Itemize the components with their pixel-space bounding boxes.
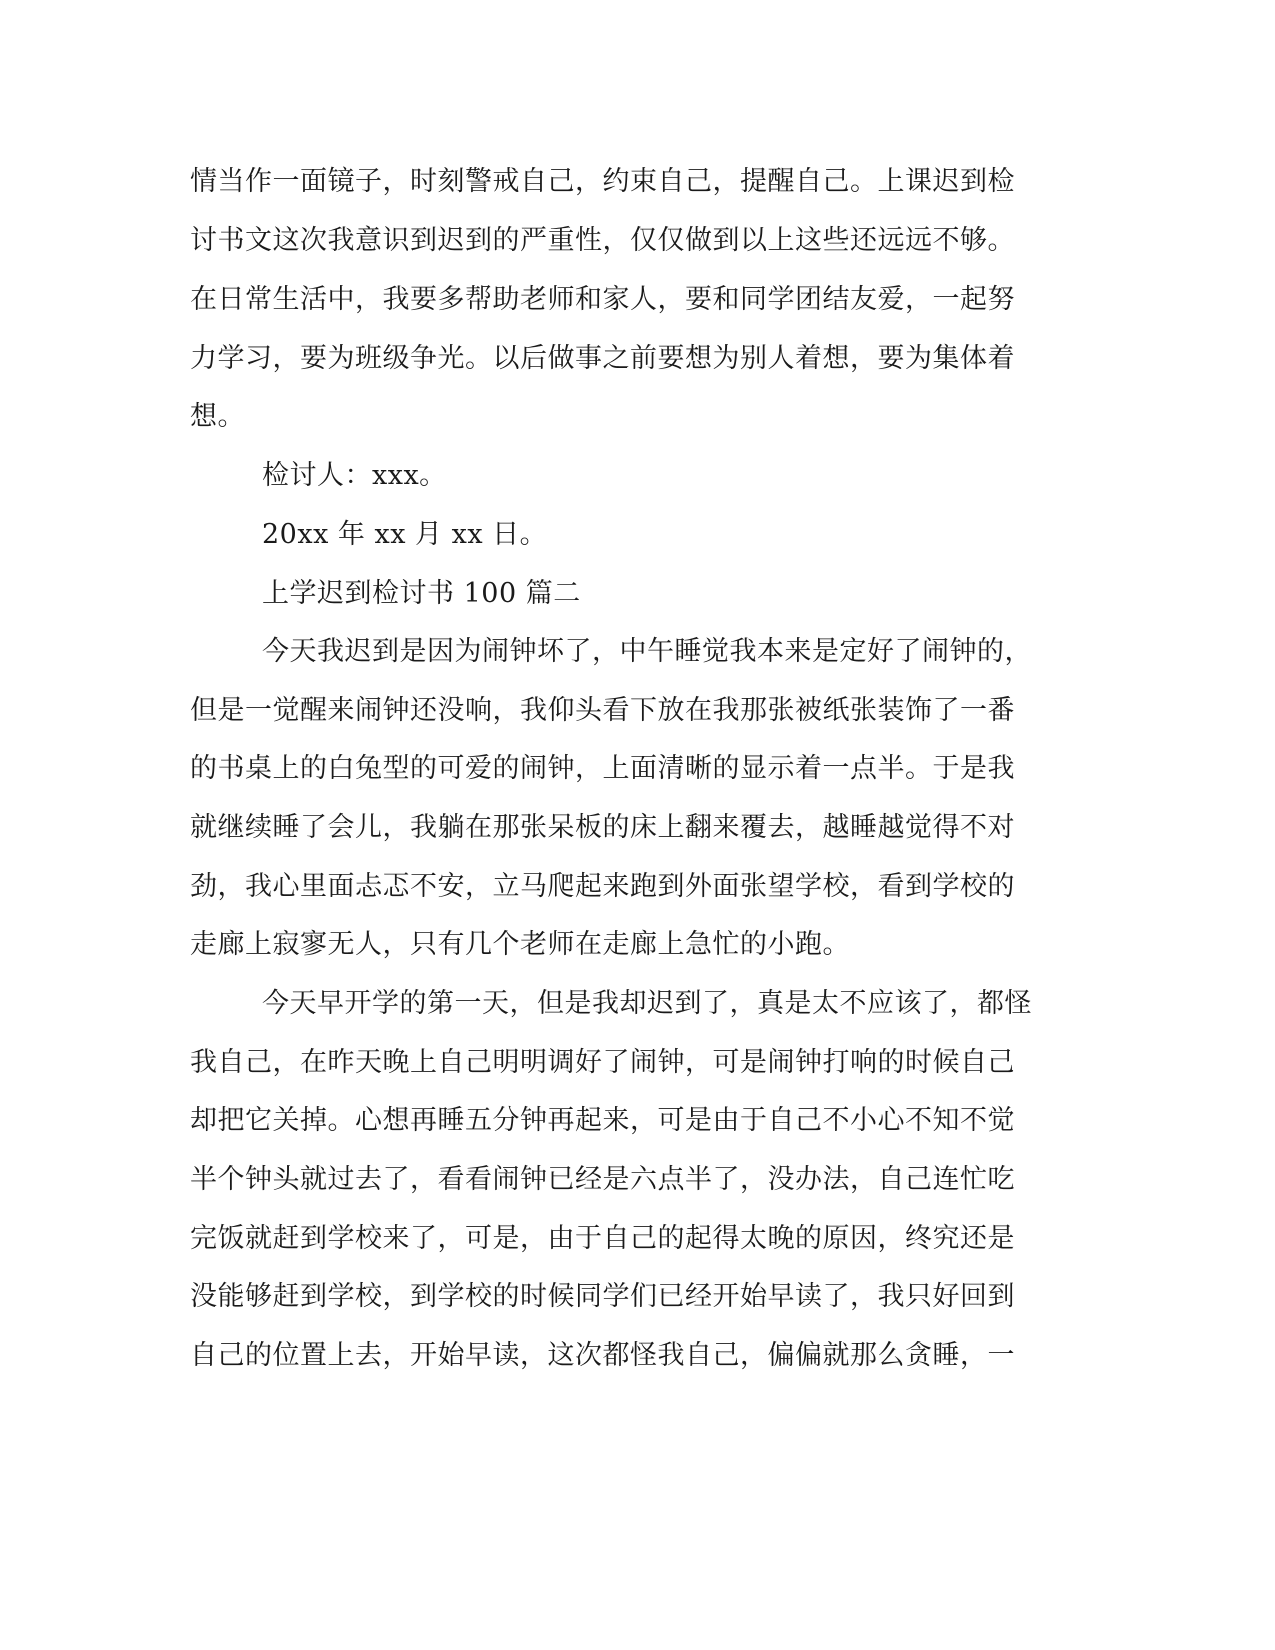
paragraph-line: 半个钟头就过去了，看看闹钟已经是六点半了，没办法，自己连忙吃 — [190, 1164, 1015, 1195]
paragraph-line: 没能够赶到学校，到学校的时候同学们已经开始早读了，我只好回到 — [190, 1281, 1015, 1312]
paragraph-line: 的书桌上的白兔型的可爱的闹钟，上面清晰的显示着一点半。于是我 — [190, 753, 1015, 784]
paragraph-line: 今天我迟到是因为闹钟坏了，中午睡觉我本来是定好了闹钟的， — [262, 636, 1032, 667]
paragraph-line: 情当作一面镜子，时刻警戒自己，约束自己，提醒自己。上课迟到检 — [190, 166, 1015, 197]
paragraph-line: 走廊上寂寥无人，只有几个老师在走廊上急忙的小跑。 — [190, 929, 850, 960]
paragraph-line: 自己的位置上去，开始早读，这次都怪我自己，偏偏就那么贪睡，一 — [190, 1340, 1015, 1371]
section-heading: 上学迟到检讨书 100 篇二 — [262, 578, 581, 609]
paragraph-line: 就继续睡了会儿，我躺在那张呆板的床上翻来覆去，越睡越觉得不对 — [190, 812, 1015, 843]
paragraph-line: 劲，我心里面忐忑不安，立马爬起来跑到外面张望学校，看到学校的 — [190, 871, 1015, 902]
paragraph-line: 力学习，要为班级争光。以后做事之前要想为别人着想，要为集体着 — [190, 343, 1015, 374]
paragraph-line: 完饭就赶到学校来了，可是，由于自己的起得太晚的原因，终究还是 — [190, 1223, 1015, 1254]
paragraph-line: 却把它关掉。心想再睡五分钟再起来，可是由于自己不小心不知不觉 — [190, 1105, 1015, 1136]
signature-line: 检讨人：xxx。 — [262, 460, 447, 491]
paragraph-line: 想。 — [190, 401, 245, 432]
paragraph-line: 在日常生活中，我要多帮助老师和家人，要和同学团结友爱，一起努 — [190, 284, 1015, 315]
paragraph-line: 讨书文这次我意识到迟到的严重性，仅仅做到以上这些还远远不够。 — [190, 225, 1015, 256]
paragraph-line: 今天早开学的第一天，但是我却迟到了，真是太不应该了，都怪 — [262, 988, 1032, 1019]
paragraph-line: 但是一觉醒来闹钟还没响，我仰头看下放在我那张被纸张装饰了一番 — [190, 695, 1015, 726]
date-line: 20xx 年 xx 月 xx 日。 — [262, 519, 548, 550]
paragraph-line: 我自己，在昨天晚上自己明明调好了闹钟，可是闹钟打响的时候自己 — [190, 1047, 1015, 1078]
